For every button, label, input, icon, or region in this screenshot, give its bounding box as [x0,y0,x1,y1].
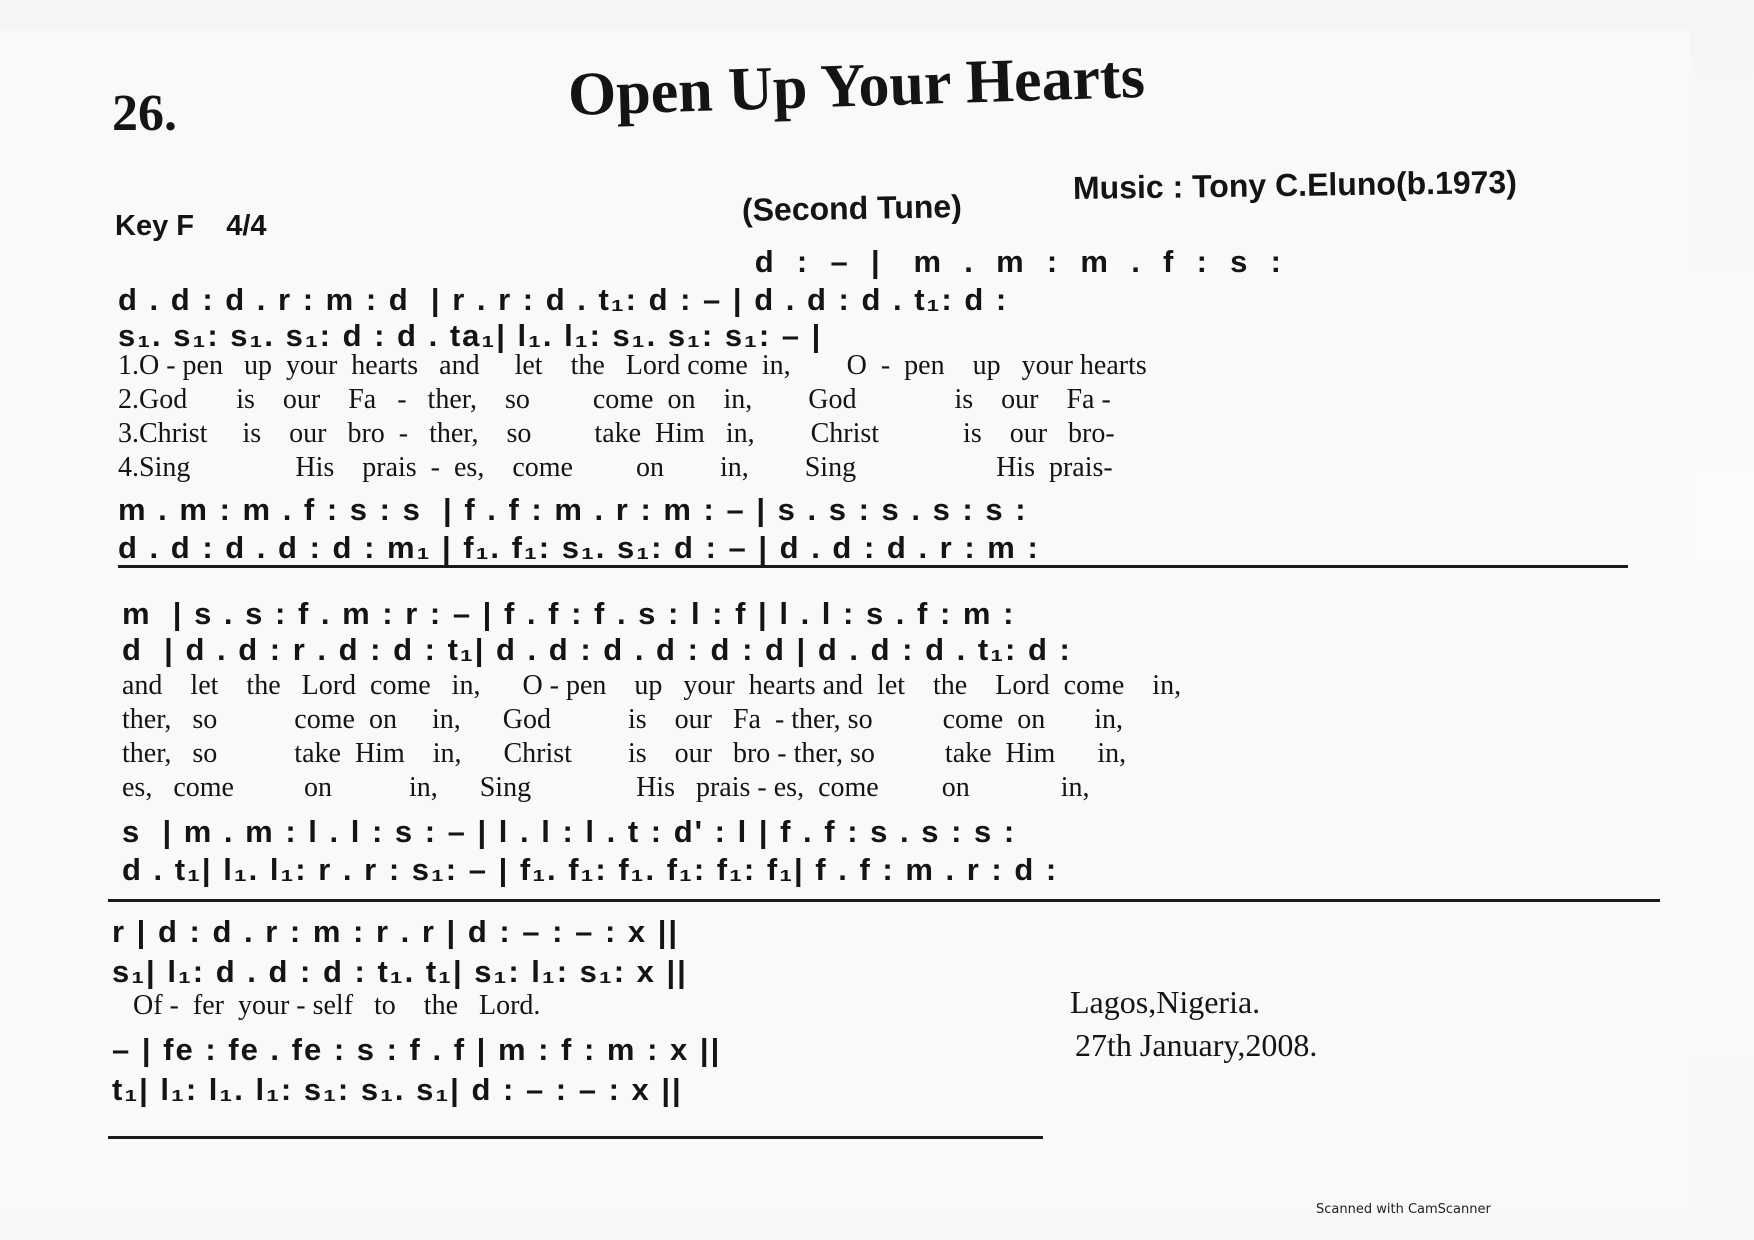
place-note: Lagos,Nigeria. [1070,984,1261,1020]
solfa-line: s₁| l₁: d . d : d : t₁. t₁| s₁: l₁: s₁: x || [112,954,688,989]
solfa-line: d . t₁| l₁. l₁: r . r : s₁: – | f₁. f₁: f₁. f₁: f₁: f₁| f . f : m . r : d : [122,852,1059,887]
solfa-line: s | m . m : l . l : s : – | l . l : l . t : d' : l | f . f : s . s : s : [122,814,1017,849]
system-divider [108,899,1660,902]
solfa-line: m | s . s : f . m : r : – | f . f : f . s : l : f | l . l : s . f : m : [122,596,1016,631]
solfa-line: s₁. s₁: s₁. s₁: d : d . ta₁| l₁. l₁: s₁. s₁: s₁: – | [118,318,823,353]
solfa-line: d | d . d : r . d : d : t₁| d . d : d . d : d : d | d . d : d . t₁: d : [122,632,1072,667]
hymn-number: 26. [112,85,177,142]
lyric-line: ther, so come on in, God is our Fa - ther, so come on in, [122,704,1123,735]
tune-label: (Second Tune) [741,188,963,228]
lyric-line: es, come on in, Sing His prais - es, come on in, [122,772,1090,803]
composer-credit: Music : Tony C.Eluno(b.1973) [1072,163,1518,206]
system-divider [118,565,1628,568]
solfa-line: d . d : d . d : d : m₁ | f₁. f₁: s₁. s₁: d : – | d . d : d . r : m : [118,530,1040,565]
solfa-line: r | d : d . r : m : r . r | d : – : – : x || [112,914,680,949]
solfa-line: – | fe : fe . fe : s : f . f | m : f : m : x || [112,1032,722,1067]
lyric-line: Of - fer your - self to the Lord. [112,990,541,1021]
solfa-line: d . d : d . r : m : d | r . r : d . t₁: d : – | d . d : d . t₁: d : [118,282,1009,317]
hymn-title: Open Up Your Hearts [566,42,1146,129]
lyric-line: 4.Sing His prais - es, come on in, Sing His prais- [118,452,1113,483]
lyric-line: 2.God is our Fa - ther, so come on in, God is our Fa - [118,384,1111,415]
solfa-line: t₁| l₁: l₁. l₁: s₁: s₁. s₁| d : – : – : x || [112,1072,683,1107]
date-note: 27th January,2008. [1075,1027,1318,1063]
solfa-line: d : – | m . m : m . f : s : [118,244,1283,279]
end-rule [108,1136,1043,1139]
lyric-line: 1.O - pen up your hearts and let the Lord come in, O - pen up your hearts [118,350,1147,381]
scanner-watermark: Scanned with CamScanner [1316,1202,1491,1217]
key-signature: Key F 4/4 [115,210,267,242]
lyric-line: ther, so take Him in, Christ is our bro - ther, so take Him in, [122,738,1127,769]
lyric-line: and let the Lord come in, O - pen up your hearts and let the Lord come in, [122,670,1182,701]
lyric-line: 3.Christ is our bro - ther, so take Him in, Christ is our bro- [118,418,1115,449]
solfa-line: m . m : m . f : s : s | f . f : m . r : m : – | s . s : s . s : s : [118,492,1028,527]
